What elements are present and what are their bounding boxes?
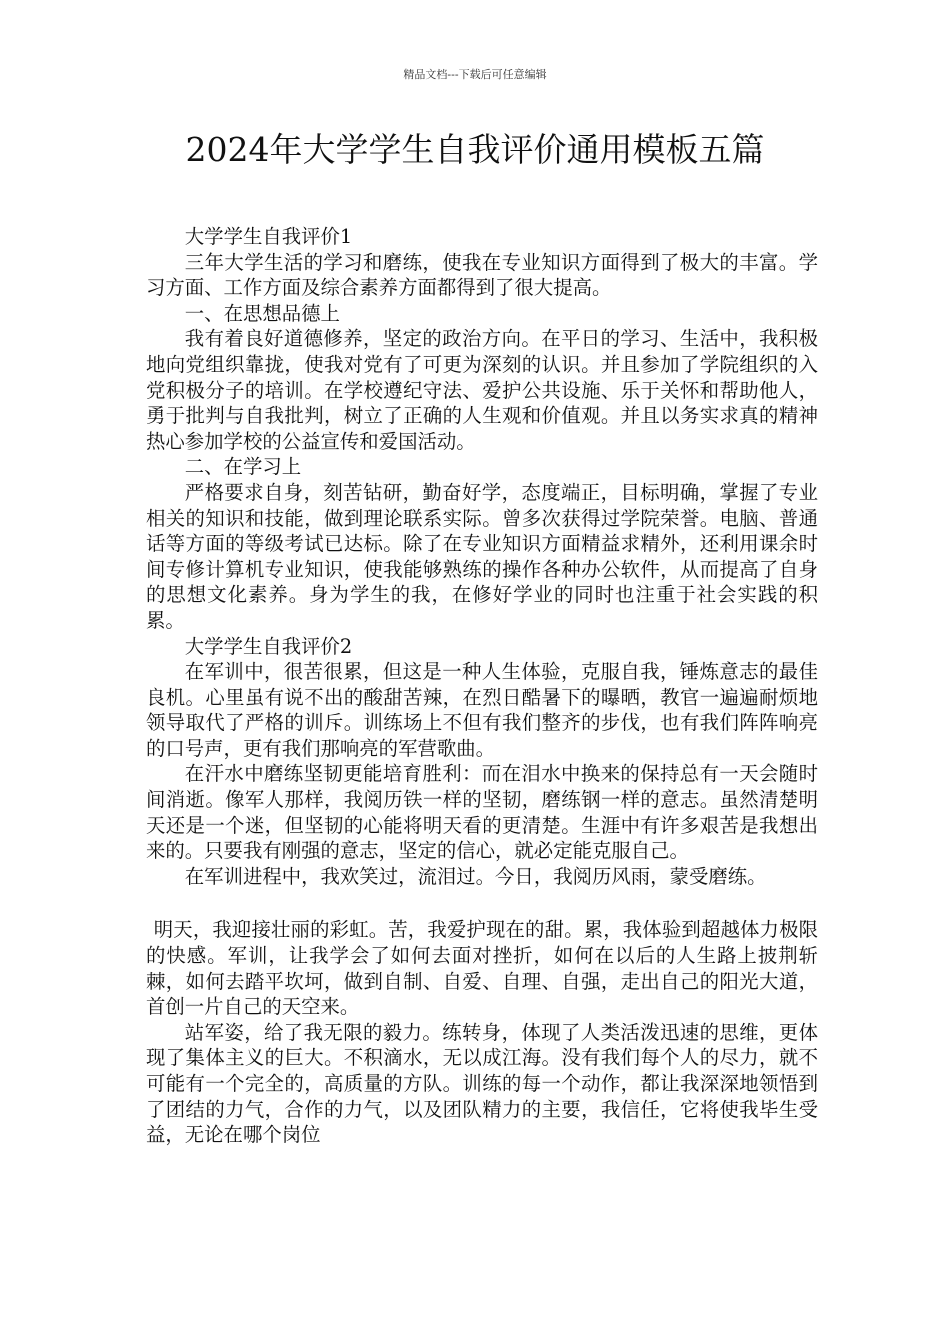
subsection-heading: 二、在学习上 [184, 455, 302, 479]
document-body [146, 224, 818, 1148]
body-paragraph: 站军姿，给了我无限的毅力。练转身，体现了人类活泼迅速的思维，更体现了集体主义的巨大。不积滴水，无以成江海。没有我们每个人的尽力，就不可能有一个完全的，高质量的方队。训练的每一个动作，都让我深深地领悟到了团结的力气，合作的力气，以及团队精力的主要，我信任，它将使我毕生受益，无论在哪个岗位 [146, 1020, 818, 1147]
body-paragraph: 在汗水中磨练坚韧更能培育胜利：而在泪水中换来的保持总有一天会随时间消逝。像军人那样，我阅历铁一样的坚韧，磨练钢一样的意志。虽然清楚明天还是一个迷，但坚韧的心能将明天看的更清楚。生涯中有许多艰苦是我想出来的。只要我有刚强的意志，坚定的信心，就必定能克服自己。 [146, 762, 818, 863]
body-paragraph: 在军训中，很苦很累，但这是一种人生体验，克服自我，锤炼意志的最佳良机。心里虽有说不出的酸甜苦辣，在烈日酷暑下的曝晒，教官一遍遍耐烦地领导取代了严格的训斥。训练场上不但有我们整齐的步伐，也有我们阵阵响亮的口号声，更有我们那响亮的军营歌曲。 [146, 660, 818, 760]
document-title: 2024年大学学生自我评价通用模板五篇 [185, 130, 765, 169]
body-paragraph: 三年大学生活的学习和磨练，使我在专业知识方面得到了极大的丰富。学习方面、工作方面及综合素养方面都得到了很大提高。 [146, 250, 818, 300]
body-paragraph: 明天，我迎接壮丽的彩虹。苦，我爱护现在的甜。累，我体验到超越体力极限的快感。军训，让我学会了如何去面对挫折，如何在以后的人生路上披荆斩棘，如何去踏平坎坷，做到自制、自爱、自理、自强，走出自己的阳光大道，首创一片自己的天空来。 [146, 918, 818, 1019]
body-paragraph: 在军训进程中，我欢笑过，流泪过。今日，我阅历风雨，蒙受磨练。 [184, 864, 767, 888]
section-heading: 大学学生自我评价1 [184, 225, 353, 248]
subsection-heading: 一、在思想品德上 [184, 301, 340, 325]
paragraph-gap [146, 889, 818, 917]
body-paragraph: 我有着良好道德修养，坚定的政治方向。在平日的学习、生活中，我积极地向党组织靠拢，使我对党有了可更为深刻的认识。并且参加了学院组织的入党积极分子的培训。在学校遵纪守法、爱护公共设施、乐于关怀和帮助他人，勇于批判与自我批判，树立了正确的人生观和价值观。并且以务实求真的精神热心参加学校的公益宣传和爱国活动。 [146, 327, 818, 453]
page-header-note: 精品文档---下载后可任意编辑 [403, 68, 547, 81]
section-heading: 大学学生自我评价2 [184, 634, 353, 658]
body-paragraph: 严格要求自身，刻苦钻研，勤奋好学，态度端正，目标明确，掌握了专业相关的知识和技能，做到理论联系实际。曾多次获得过学院荣誉。电脑、普通话等方面的等级考试已达标。除了在专业知识方面精益求精外，还利用课余时间专修计算机专业知识，使我能够熟练的操作各种办公软件，从而提高了自身的思想文化素养。身为学生的我，在修好学业的同时也注重于社会实践的积累。 [146, 480, 818, 632]
